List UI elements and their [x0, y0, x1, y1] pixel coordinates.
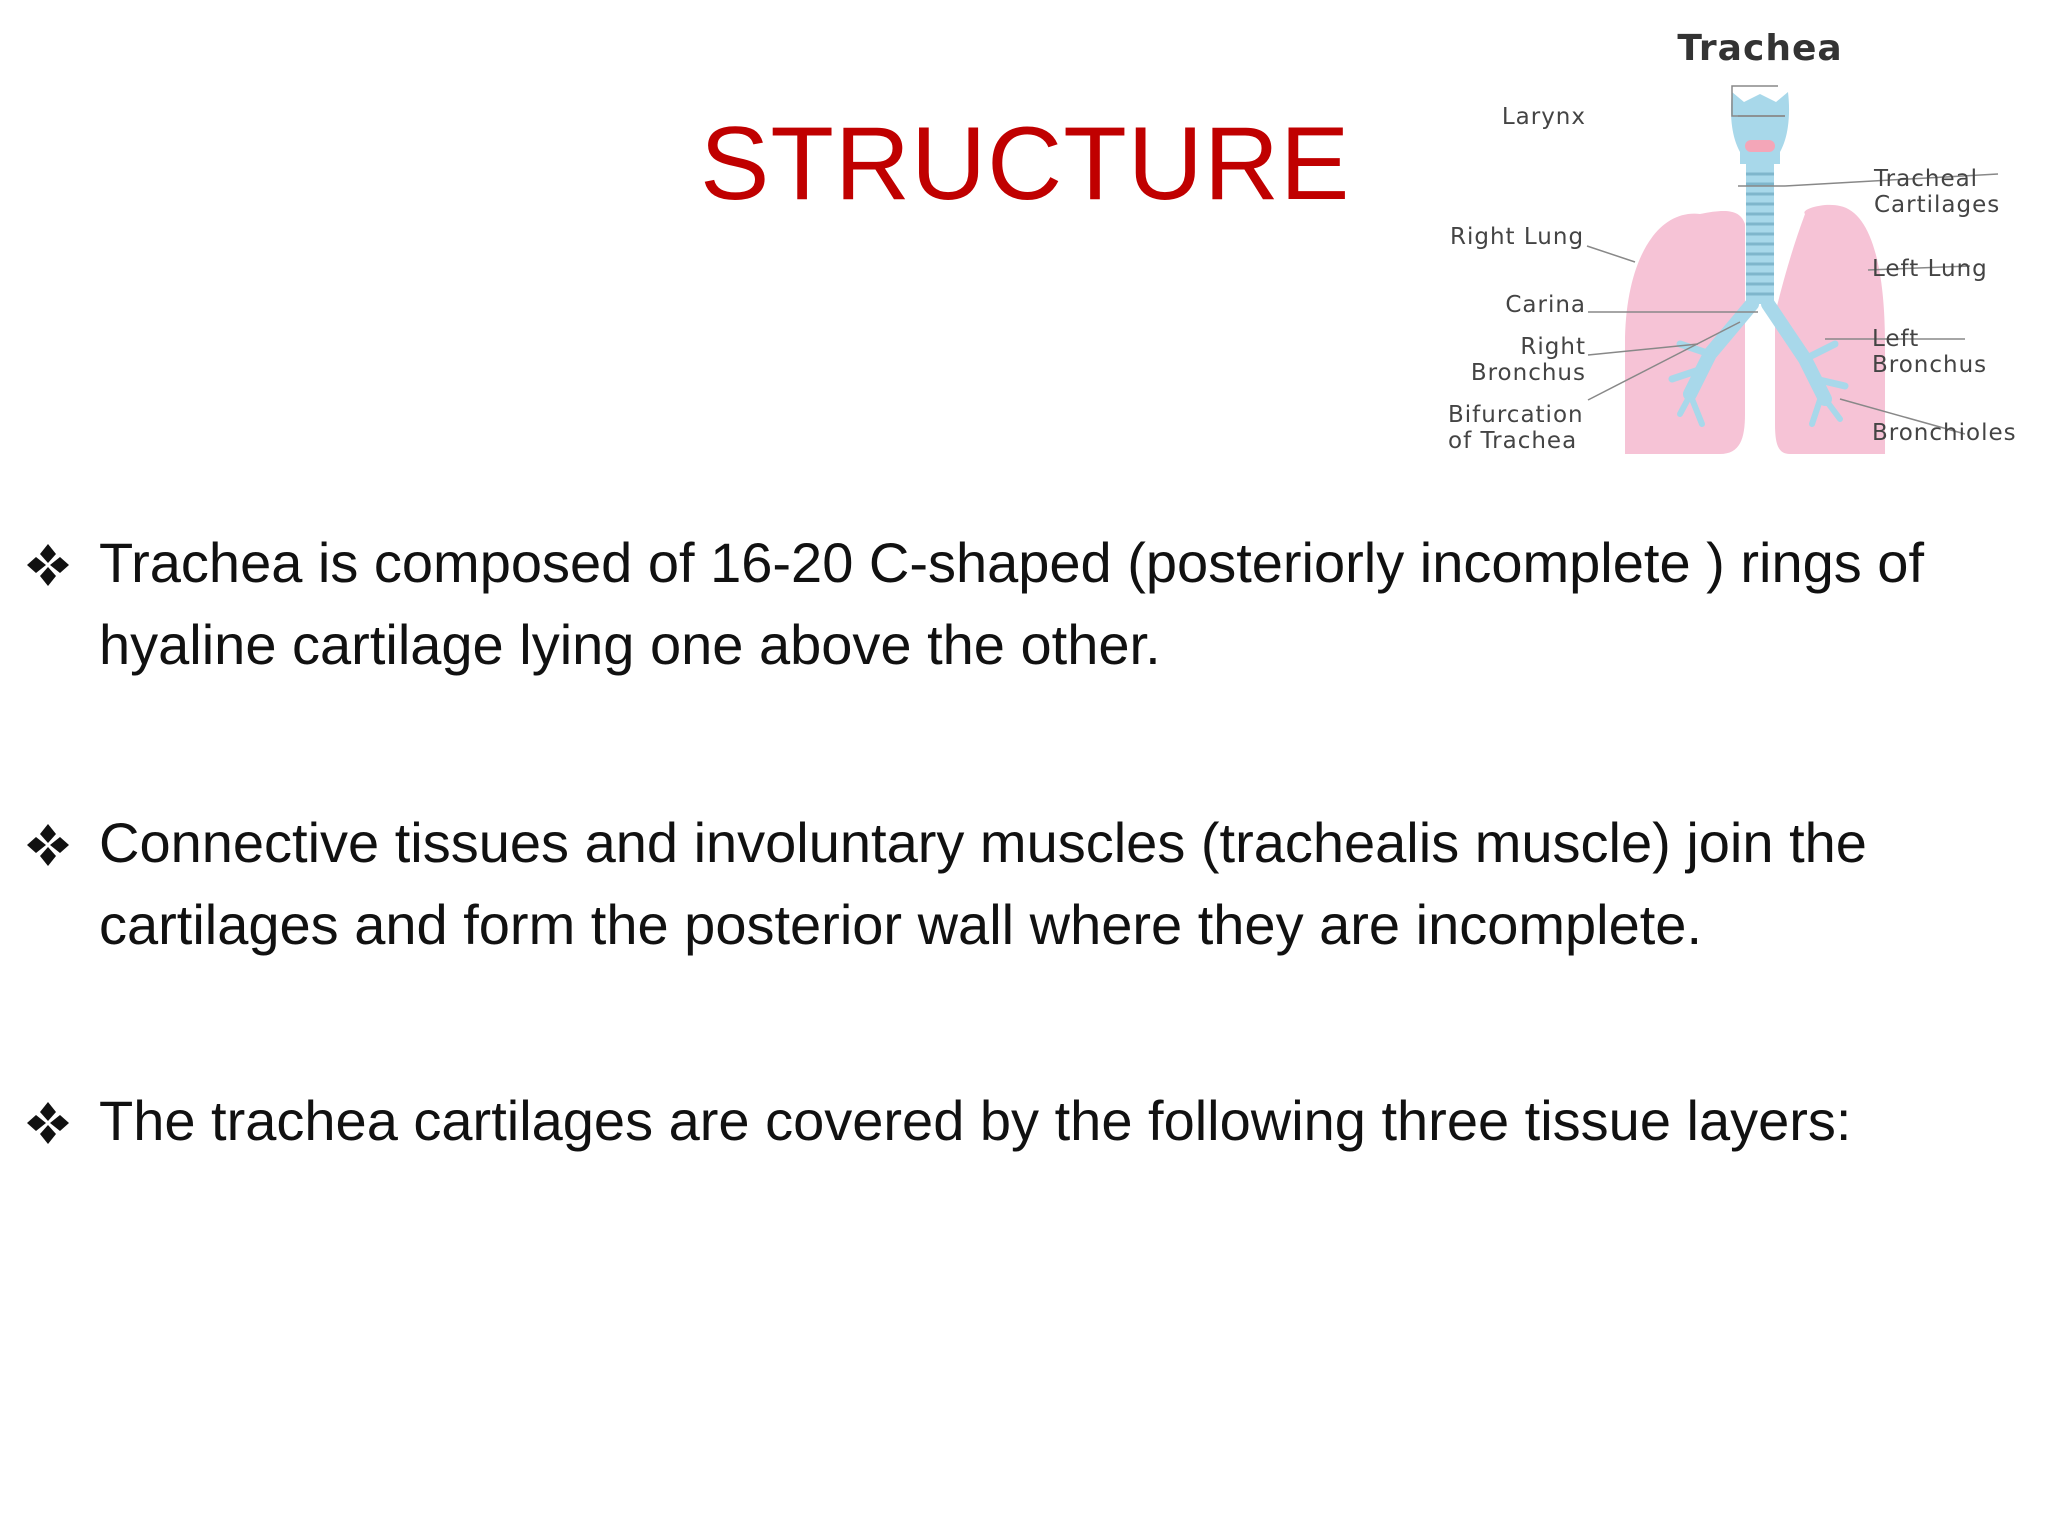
label-right-lung: Right Lung: [1450, 224, 1585, 250]
four-diamond-bullet-icon: [25, 542, 71, 588]
label-right-bronchus-line1: Right: [1520, 334, 1586, 360]
bullet-text-1: Trachea is composed of 16-20 C-shaped (posteriorly incomplete ) rings of hyaline cartilage lying one above the other.: [99, 531, 1925, 676]
four-diamond-bullet-icon: [25, 1100, 71, 1146]
label-bifurcation-line2: of Trachea: [1448, 428, 1578, 454]
diagram-title: Trachea: [1677, 28, 1843, 69]
bullet-text-2: Connective tissues and involuntary muscles (trachealis muscle) join the cartilages and form the posterior wall where they are incomplete.: [99, 811, 1867, 956]
larynx-detail: [1745, 140, 1775, 152]
label-right-bronchus-line2: Bronchus: [1470, 360, 1586, 386]
label-left-lung: Left Lung: [1872, 256, 1988, 282]
label-larynx: Larynx: [1501, 104, 1586, 130]
four-diamond-bullet-icon: [25, 822, 71, 868]
label-left-bronchus-line2: Bronchus: [1872, 352, 1988, 378]
label-tracheal-cartilages-line1: Tracheal: [1874, 166, 1979, 192]
label-tracheal-cartilages-line2: Cartilages: [1874, 192, 2001, 218]
label-bronchioles: Bronchioles: [1872, 420, 2017, 446]
label-bifurcation-line1: Bifurcation: [1448, 402, 1584, 428]
bullet-text-3: The trachea cartilages are covered by the following three tissue layers:: [99, 1089, 1852, 1152]
label-left-bronchus-line1: Left: [1872, 326, 1920, 352]
label-carina: Carina: [1505, 292, 1586, 318]
trachea-diagram: [1440, 14, 2040, 464]
slide-title: STRUCTURE: [700, 106, 1351, 222]
larynx-shape: [1731, 92, 1789, 164]
